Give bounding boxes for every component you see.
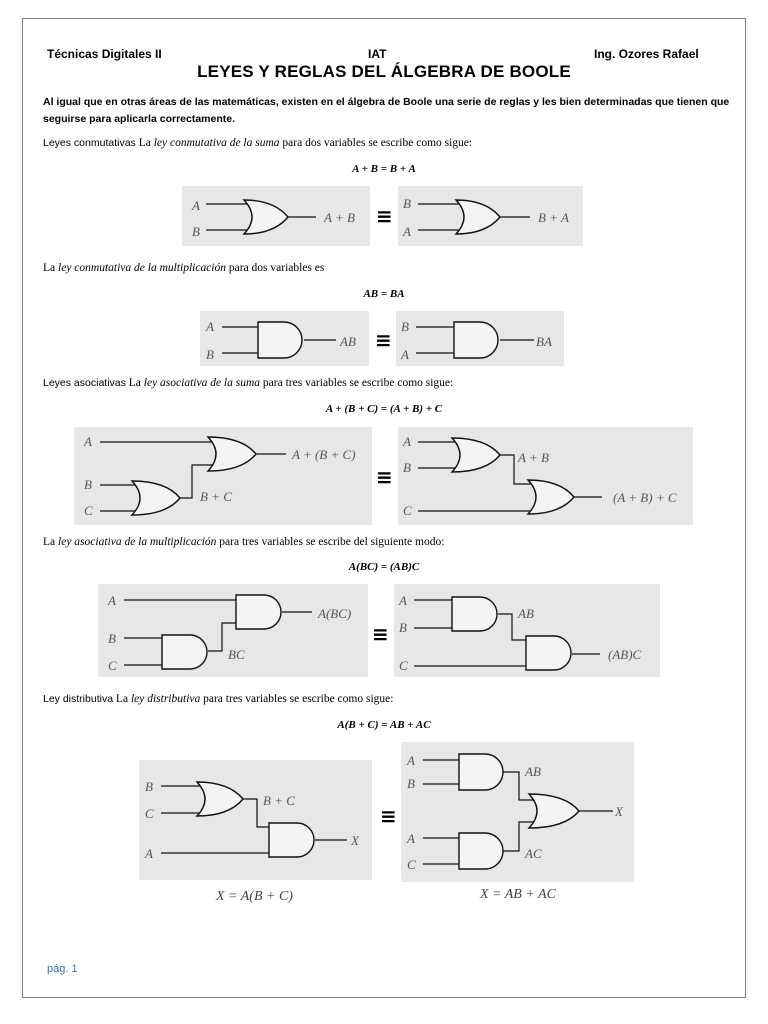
- header-institute: IAT: [368, 47, 387, 61]
- svg-text:A: A: [407, 831, 415, 846]
- svg-text:A + B: A + B: [324, 210, 355, 225]
- svg-text:B: B: [401, 319, 409, 334]
- assoc-mult-right-diagram: [394, 584, 660, 677]
- assoc-sum-right-diagram: [398, 427, 693, 525]
- equivalence-symbol: ≡: [372, 622, 389, 646]
- page-title: LEYES Y REGLAS DEL ÁLGEBRA DE BOOLE: [197, 62, 571, 81]
- sec1-text: Leyes conmutativas La ley conmutativa de la suma para dos variables se escribe como sigue:: [43, 137, 473, 149]
- svg-text:A + B: A + B: [518, 450, 549, 465]
- svg-text:AB: AB: [340, 334, 356, 349]
- svg-text:A: A: [407, 753, 415, 768]
- header-course: Técnicas Digitales II: [47, 47, 162, 61]
- and-gate-ab-diagram: [200, 311, 369, 366]
- page-number: pág. 1: [47, 963, 78, 975]
- svg-text:B: B: [403, 460, 411, 475]
- equivalence-symbol: ≡: [375, 328, 392, 352]
- distributive-right-diagram: [401, 742, 634, 882]
- svg-text:BA: BA: [536, 334, 552, 349]
- svg-text:A + (B + C): A + (B + C): [292, 447, 356, 462]
- svg-text:B: B: [403, 196, 411, 211]
- svg-text:C: C: [399, 658, 408, 673]
- svg-text:BC: BC: [228, 647, 245, 662]
- svg-text:C: C: [108, 658, 117, 673]
- svg-text:A: A: [206, 319, 214, 334]
- svg-text:A(BC): A(BC): [318, 606, 352, 621]
- svg-text:C: C: [145, 806, 154, 821]
- svg-text:X: X: [615, 804, 623, 819]
- svg-text:B + C: B + C: [263, 793, 295, 808]
- sec4-text: La ley asociativa de la multiplicación para tres variables se escribe del siguiente modo:: [43, 536, 445, 548]
- svg-text:A: A: [145, 846, 153, 861]
- svg-text:A: A: [401, 347, 409, 362]
- sec1-equation: A + B = B + A: [352, 163, 416, 175]
- intro-paragraph: Al igual que en otras áreas de las matemáticas, existen en el álgebra de Boole una serie de reglas y les bien determinadas que tienen que seguirse para aplicarla correctamente.: [43, 96, 730, 125]
- svg-text:AB: AB: [518, 606, 534, 621]
- svg-text:B: B: [84, 477, 92, 492]
- svg-text:B: B: [145, 779, 153, 794]
- sec3-equation: A + (B + C) = (A + B) + C: [325, 403, 443, 415]
- svg-text:B: B: [399, 620, 407, 635]
- svg-text:B + A: B + A: [538, 210, 569, 225]
- sec5-text: Ley distributiva La ley distributiva para tres variables se escribe como sigue:: [43, 693, 394, 705]
- svg-text:AC: AC: [525, 846, 542, 861]
- svg-text:(AB)C: (AB)C: [608, 647, 642, 662]
- svg-text:A: A: [403, 224, 411, 239]
- or-gate-ba-diagram: [398, 186, 583, 246]
- svg-text:C: C: [84, 503, 93, 518]
- svg-text:C: C: [407, 857, 416, 872]
- and-gate-ba-diagram: [396, 311, 564, 366]
- svg-text:B + C: B + C: [200, 489, 232, 504]
- svg-text:A: A: [192, 198, 200, 213]
- caption-left: X = A(B + C): [216, 889, 293, 904]
- svg-text:A: A: [108, 593, 116, 608]
- svg-text:C: C: [403, 503, 412, 518]
- svg-text:AB: AB: [525, 764, 541, 779]
- svg-text:B: B: [407, 776, 415, 791]
- assoc-mult-left-diagram: [98, 584, 368, 677]
- sec5-equation: A(B + C) = AB + AC: [337, 719, 431, 731]
- assoc-sum-left-diagram: [74, 427, 372, 525]
- caption-right: X = AB + AC: [480, 887, 556, 902]
- equivalence-symbol: ≡: [380, 804, 397, 828]
- svg-text:(A + B) + C: (A + B) + C: [613, 490, 677, 505]
- svg-text:A: A: [399, 593, 407, 608]
- header-author: Ing. Ozores Rafael: [594, 47, 699, 61]
- svg-text:B: B: [108, 631, 116, 646]
- svg-text:A: A: [403, 434, 411, 449]
- svg-text:B: B: [192, 224, 200, 239]
- equivalence-symbol: ≡: [376, 204, 393, 228]
- sec2-equation: AB = BA: [363, 288, 405, 300]
- or-gate-ab-diagram: [182, 186, 370, 246]
- sec4-equation: A(BC) = (AB)C: [348, 561, 420, 573]
- sec3-text: Leyes asociativas La ley asociativa de la suma para tres variables se escribe como sigue:: [43, 377, 454, 389]
- svg-text:A: A: [84, 434, 92, 449]
- svg-text:X: X: [351, 833, 359, 848]
- equivalence-symbol: ≡: [376, 465, 393, 489]
- distributive-left-diagram: [139, 760, 372, 880]
- sec2-text: La ley conmutativa de la multiplicación para dos variables es: [43, 262, 325, 274]
- svg-text:B: B: [206, 347, 214, 362]
